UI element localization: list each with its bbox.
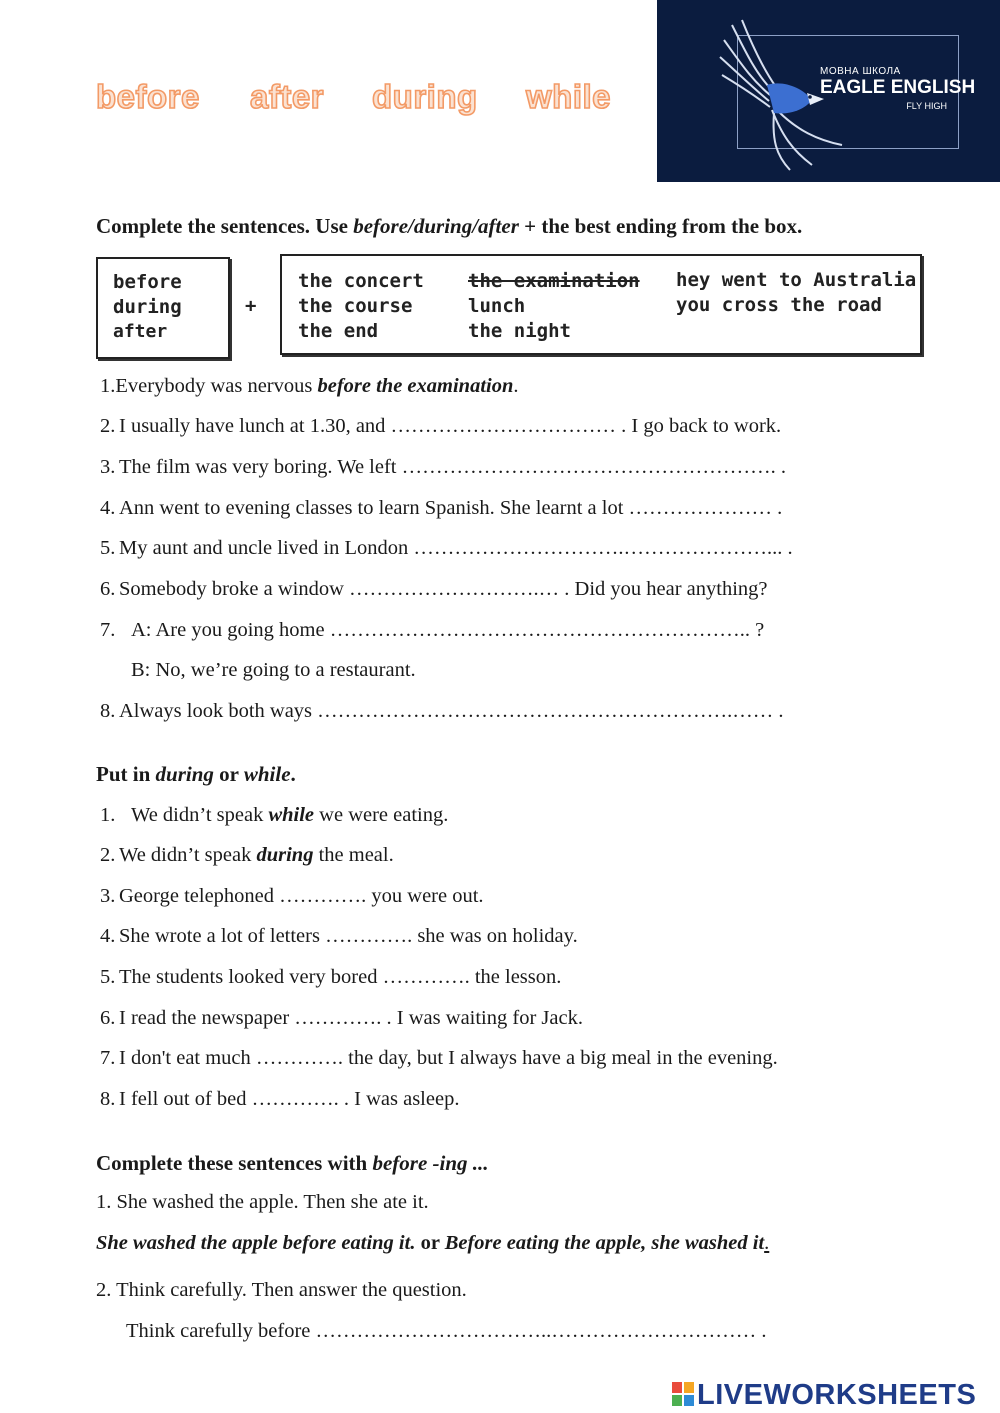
liveworksheets-brand: LIVEWORKSHEETS bbox=[697, 1379, 977, 1411]
s1-item-1: 1.Everybody was nervous before the examination. bbox=[100, 375, 519, 397]
title-word-during: during bbox=[372, 78, 478, 115]
s2-item-8: I fell out of bed …………. . I was asleep. bbox=[119, 1088, 460, 1110]
ending-cross-the-road: you cross the road bbox=[676, 294, 882, 316]
s1-item-2-num: 2. bbox=[100, 415, 116, 437]
s3-example-1: 1. She washed the apple. Then she ate it. bbox=[96, 1191, 429, 1213]
s2-item-1-num: 1. bbox=[100, 804, 116, 826]
s1-item-8: Always look both ways …………………………………………………….…… . bbox=[119, 700, 784, 722]
title-word-after: after bbox=[250, 78, 325, 115]
title-word-before: before bbox=[96, 78, 200, 115]
s2-item-4-num: 4. bbox=[100, 925, 116, 947]
s1-item-7-num: 7. bbox=[100, 619, 116, 641]
ending-the-examination: the examination bbox=[468, 270, 640, 292]
eagle-english-logo bbox=[657, 0, 1000, 182]
s2-item-6: I read the newspaper …………. . I was waiting for Jack. bbox=[119, 1007, 583, 1029]
s1-item-3-num: 3. bbox=[100, 456, 116, 478]
s1-item-4-num: 4. bbox=[100, 497, 116, 519]
s1-item-2: I usually have lunch at 1.30, and …………………………… . I go back to work. bbox=[119, 415, 782, 437]
ending-the-end: the end bbox=[298, 320, 379, 342]
s2-item-3: George telephoned …………. you were out. bbox=[119, 885, 484, 907]
s1-item-3: The film was very boring. We left ………………………………………………. . bbox=[119, 456, 786, 478]
s1-item-8-num: 8. bbox=[100, 700, 116, 722]
s2-item-1: We didn’t speak while we were eating. bbox=[131, 804, 449, 826]
section2-instruction: Put in during or while. bbox=[96, 762, 296, 786]
s1-item-5-num: 5. bbox=[100, 537, 116, 559]
section3-instruction: Complete these sentences with before -ing ... bbox=[96, 1151, 489, 1175]
logo-school-label: МОВНА ШКОЛА bbox=[820, 66, 901, 77]
s2-item-2: We didn’t speak during the meal. bbox=[119, 844, 394, 866]
s2-item-5: The students looked very bored …………. the lesson. bbox=[119, 966, 562, 988]
s2-item-6-num: 6. bbox=[100, 1007, 116, 1029]
s2-item-2-num: 2. bbox=[100, 844, 116, 866]
plus-sign: + bbox=[245, 295, 257, 317]
s3-example-1-answer: She washed the apple before eating it. or Before eating the apple, she washed it. bbox=[96, 1232, 770, 1254]
s1-item-4: Ann went to evening classes to learn Spanish. She learnt a lot ………………… . bbox=[119, 497, 783, 519]
s2-item-3-num: 3. bbox=[100, 885, 116, 907]
s3-example-2: 2. Think carefully. Then answer the question. bbox=[96, 1279, 467, 1301]
s1-item-6: Somebody broke a window ……………………….… . Did you hear anything? bbox=[119, 578, 768, 600]
s1-item-7a: A: Are you going home …………………………………………………….. ? bbox=[131, 619, 765, 641]
logo-tagline: FLY HIGH bbox=[906, 101, 947, 111]
title-word-while: while bbox=[526, 78, 612, 115]
s3-example-2-line: Think carefully before ……………………………..………………………… . bbox=[126, 1320, 767, 1342]
logo-brand-name: EAGLE ENGLISH bbox=[820, 77, 976, 98]
s2-item-8-num: 8. bbox=[100, 1088, 116, 1110]
ending-went-to-australia: hey went to Australia bbox=[676, 269, 917, 291]
box-word-before: before bbox=[113, 271, 182, 293]
ending-lunch: lunch bbox=[468, 295, 526, 317]
s2-item-7-num: 7. bbox=[100, 1047, 116, 1069]
box-word-after: after bbox=[113, 321, 168, 342]
s1-item-6-num: 6. bbox=[100, 578, 116, 600]
s1-item-7b: B: No, we’re going to a restaurant. bbox=[131, 659, 416, 681]
ending-the-course: the course bbox=[298, 295, 413, 317]
box-word-during: during bbox=[113, 296, 182, 318]
s2-item-7: I don't eat much …………. the day, but I always have a big meal in the evening. bbox=[119, 1047, 778, 1069]
section1-instruction: Complete the sentences. Use before/during/after + the best ending from the box. bbox=[96, 214, 803, 238]
liveworksheets-logo-icon bbox=[672, 1382, 694, 1406]
s2-item-5-num: 5. bbox=[100, 966, 116, 988]
s2-item-4: She wrote a lot of letters …………. she was on holiday. bbox=[119, 925, 578, 947]
s1-item-5: My aunt and uncle lived in London ………………………….…………………... . bbox=[119, 537, 793, 559]
ending-the-night: the night bbox=[468, 320, 571, 342]
ending-the-concert: the concert bbox=[298, 270, 424, 292]
